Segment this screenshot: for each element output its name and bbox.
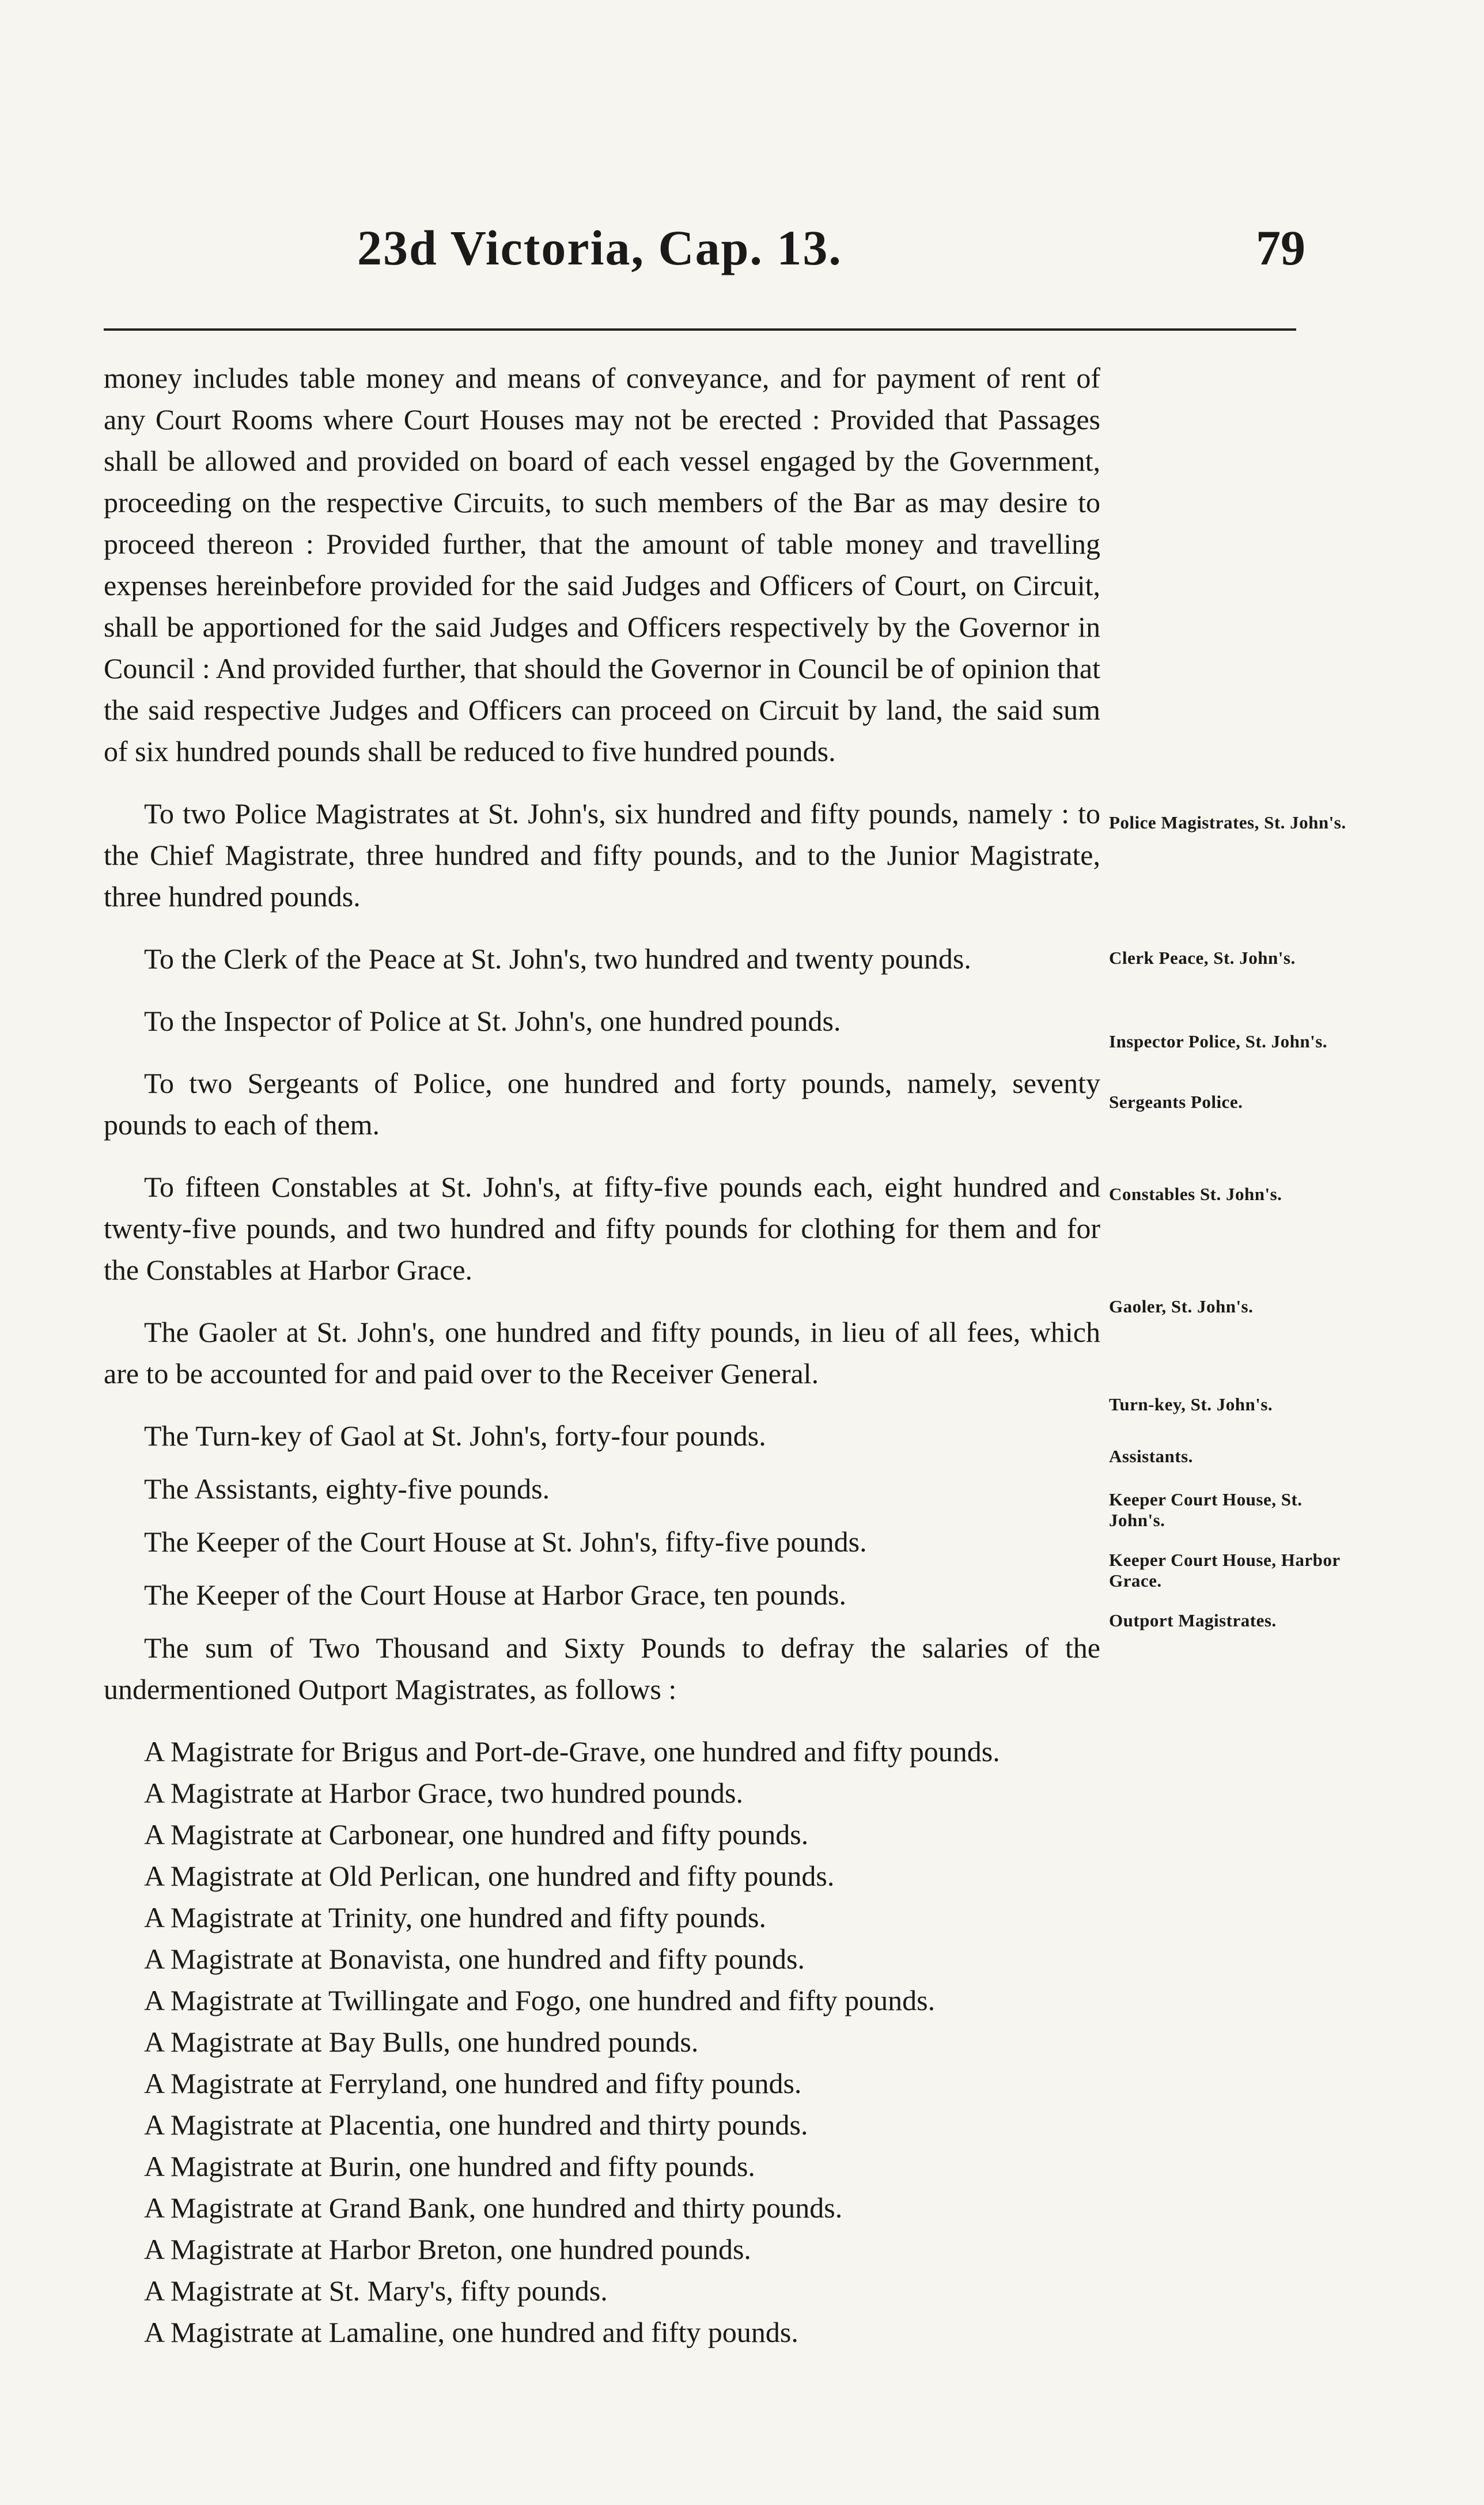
margin-note-constables: Constables St. John's. xyxy=(1109,1184,1282,1204)
magistrate-list-item: A Magistrate at Burin, one hundred and fifty pounds. xyxy=(144,2150,755,2182)
magistrate-list-item: A Magistrate at Placentia, one hundred and thirty pounds. xyxy=(144,2109,808,2141)
item-keeper-st-johns: The Keeper of the Court House at St. John's, fifty-five pounds. xyxy=(144,1526,867,1558)
running-title: 23d Victoria, Cap. 13. xyxy=(357,220,842,275)
margin-note-outport-magistrates: Outport Magistrates. xyxy=(1109,1610,1277,1630)
margin-note-clerk-peace: Clerk Peace, St. John's. xyxy=(1109,948,1296,968)
magistrate-list-item: A Magistrate at Trinity, one hundred and fifty pounds. xyxy=(144,1901,766,1933)
margin-note-keeper-harbor-grace: Keeper Court House, Harbor Grace. xyxy=(1109,1550,1341,1591)
magistrate-list-item: A Magistrate at Ferryland, one hundred and fifty pounds. xyxy=(144,2067,802,2099)
magistrate-list-item: A Magistrate at Bay Bulls, one hundred pounds. xyxy=(144,2026,699,2058)
magistrate-list-item: A Magistrate at Old Perlican, one hundred and fifty pounds. xyxy=(144,1860,835,1892)
item-clerk-peace: To the Clerk of the Peace at St. John's, two hundred and twenty pounds. xyxy=(144,943,971,975)
magistrate-list-item: A Magistrate at St. Mary's, fifty pounds. xyxy=(144,2275,608,2307)
intro-paragraph: money includes table money and means of conveyance, and for payment of rent of any Court Rooms where Court Houses may not be erected : Provided that Passages shall be allowed and provided on board of each vessel engaged by the Government, proceeding on the respective Circuits, to such members of the Bar as may desire to proceed thereon : Provided further, that the amount of table money and travelling expenses hereinbefore provided for the said Judges and Officers of Court, on Circuit, shall be apportioned for the said Judges and Officers respectively by the Governor in Council : And provided further, that should the Governor in Council be of opinion that the said respective Judges and Officers can proceed on Circuit by land, the said sum of six hundred pounds shall be reduced to five hundred pounds. xyxy=(104,362,1100,767)
item-gaoler: The Gaoler at St. John's, one hundred and fifty pounds, in lieu of all fees, which are to be accounted for and paid over to the Receiver General. xyxy=(104,1316,1100,1390)
magistrate-list-item: A Magistrate at Bonavista, one hundred and fifty pounds. xyxy=(144,1943,805,1975)
margin-note-keeper-st-johns: Keeper Court House, St. John's. xyxy=(1109,1489,1303,1530)
margin-note-turn-key: Turn-key, St. John's. xyxy=(1109,1394,1273,1414)
magistrate-list-item: A Magistrate for Brigus and Port-de-Grave, one hundred and fifty pounds. xyxy=(144,1735,1000,1768)
main-text xyxy=(104,357,1100,2353)
item-police-magistrates: To two Police Magistrates at St. John's, six hundred and fifty pounds, namely : to the Chief Magistrate, three hundred and fifty pounds, and to the Junior Magistrate, three hundred pounds. xyxy=(104,797,1100,913)
item-keeper-harbor-grace: The Keeper of the Court House at Harbor Grace, ten pounds. xyxy=(144,1579,847,1611)
item-constables: To fifteen Constables at St. John's, at fifty-five pounds each, eight hundred and twenty-five pounds, and two hundred and fifty pounds for clothing for them and for the Constables at Harbor Grace. xyxy=(104,1171,1100,1286)
page-number: 79 xyxy=(1256,220,1305,275)
margin-note-assistants: Assistants. xyxy=(1109,1446,1193,1466)
item-turn-key: The Turn-key of Gaol at St. John's, forty-four pounds. xyxy=(144,1420,766,1452)
margin-note-inspector-police: Inspector Police, St. John's. xyxy=(1109,1031,1328,1051)
magistrate-list-item: A Magistrate at Harbor Breton, one hundred pounds. xyxy=(144,2233,751,2265)
magistrate-list-item: A Magistrate at Carbonear, one hundred and fifty pounds. xyxy=(144,1818,809,1851)
item-assistants: The Assistants, eighty-five pounds. xyxy=(144,1473,550,1505)
magistrate-list-item: A Magistrate at Grand Bank, one hundred and thirty pounds. xyxy=(144,2192,843,2224)
item-sergeants-police: To two Sergeants of Police, one hundred and forty pounds, namely, seventy pounds to each of them. xyxy=(104,1067,1100,1141)
magistrate-list-item: A Magistrate at Twillingate and Fogo, one hundred and fifty pounds. xyxy=(144,1984,936,2016)
magistrate-list-item: A Magistrate at Harbor Grace, two hundred pounds. xyxy=(144,1777,743,1809)
page-header xyxy=(0,219,1484,288)
margin-note-police-magistrates: Police Magistrates, St. John's. xyxy=(1109,812,1346,833)
item-outport-magistrates: The sum of Two Thousand and Sixty Pounds to defray the salaries of the undermentioned Outport Magistrates, as follows : xyxy=(104,1632,1100,1705)
margin-note-sergeants-police: Sergeants Police. xyxy=(1109,1092,1243,1112)
item-inspector-police: To the Inspector of Police at St. John's, one hundred pounds. xyxy=(144,1005,841,1037)
header-rule xyxy=(104,328,1296,331)
margin-note-gaoler: Gaoler, St. John's. xyxy=(1109,1296,1254,1316)
magistrate-list-item: A Magistrate at Lamaline, one hundred and fifty pounds. xyxy=(144,2316,798,2348)
